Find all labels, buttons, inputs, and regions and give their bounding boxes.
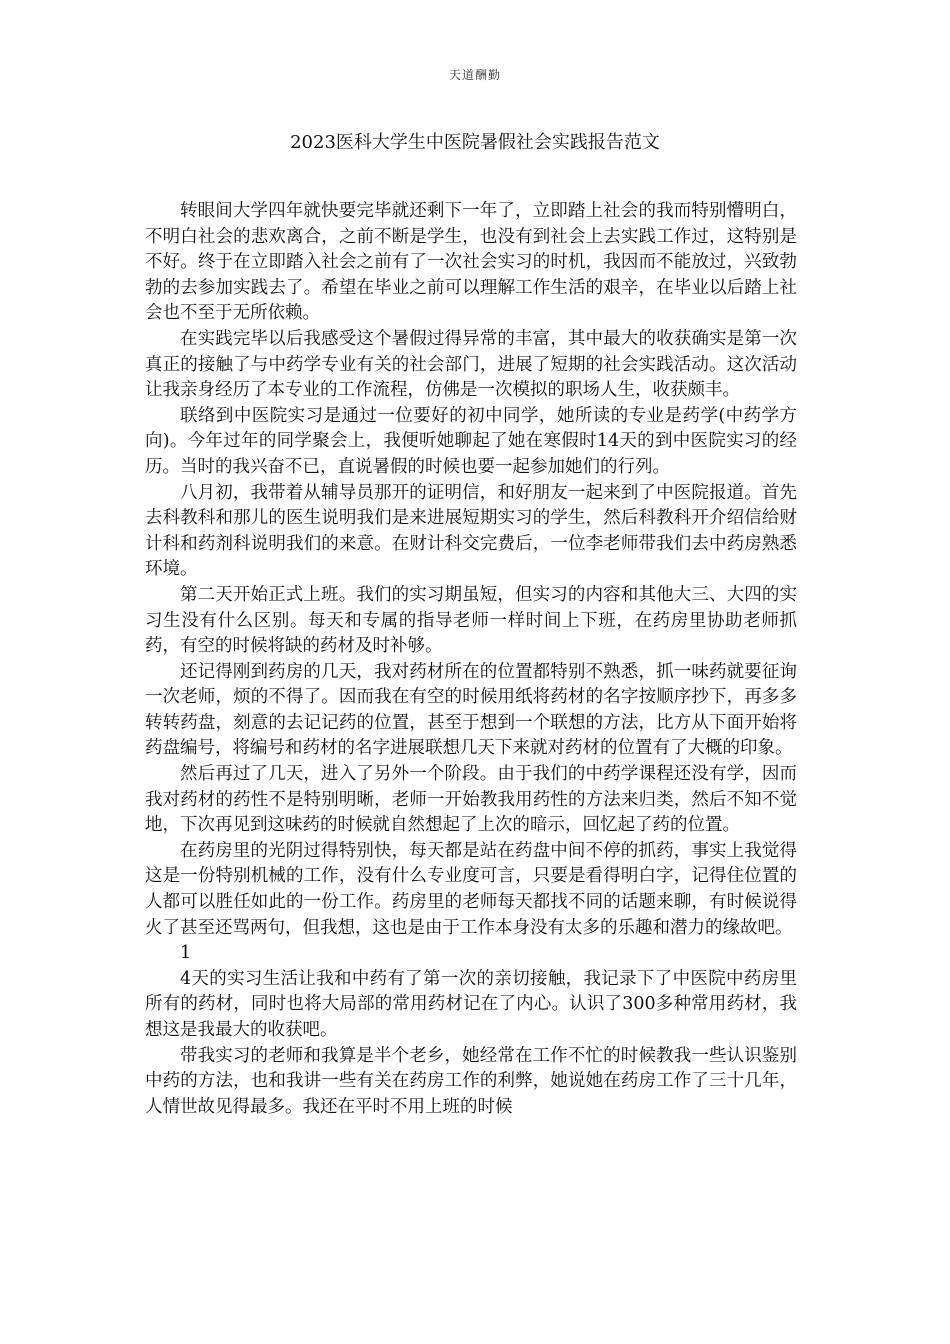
paragraph: 在实践完毕以后我感受这个暑假过得异常的丰富，其中最大的收获确实是第一次真正的接触了与中药学专业有关的社会部门，进展了短期的社会实践活动。这次活动让我亲身经历了本专业的工作流程，仿佛是一次模拟的职场人生，收获颇丰。 <box>145 328 797 401</box>
paragraph: 然后再过了几天，进入了另外一个阶段。由于我们的中药学课程还没有学，因而我对药材的药性不是特别明晰，老师一开始教我用药性的方法来归类，然后不知不觉地，下次再见到这味药的时候就自然想起了上次的暗示，回忆起了药的位置。 <box>145 764 797 836</box>
paragraph: 第二天开始正式上班。我们的实习期虽短，但实习的内容和其他大三、大四的实习生没有什么区别。每天和专属的指导老师一样时间上下班，在药房里协助老师抓药，有空的时候将缺的药材及时补够。 <box>145 584 797 657</box>
paragraph: 转眼间大学四年就快要完毕就还剩下一年了，立即踏上社会的我而特别懵明白，不明白社会的悲欢离合，之前不断是学生，也没有到社会上去实践工作过，这特别是不好。终于在立即踏入社会之前有了一次社会实习的时机，我因而不能放过，兴致勃勃的去参加实践去了。希望在毕业之前可以理解工作生活的艰辛，在毕业以后踏上社会也不至于无所依赖。 <box>145 201 797 324</box>
document-title: 2023医科大学生中医院暑假社会实践报告范文 <box>290 132 660 153</box>
paragraph: 还记得刚到药房的几天，我对药材所在的位置都特别不熟悉，抓一味药就要征询一次老师，烦的不得了。因而我在有空的时候用纸将药材的名字按顺序抄下，再多多转转药盘，刻意的去记记药的位置，甚至于想到一个联想的方法，比方从下面开始将药盘编号，将编号和药材的名字进展联想几天下来就对药材的位置有了大概的印象。 <box>145 661 797 759</box>
paragraph: 4天的实习生活让我和中药有了第一次的亲切接触，我记录下了中医院中药房里所有的药材，同时也将大局部的常用药材记在了内心。认识了300多种常用药材，我想这是我最大的收获吧。 <box>145 968 797 1040</box>
paragraph: 在药房里的光阴过得特别快，每天都是站在药盘中间不停的抓药，事实上我觉得这是一份特别机械的工作，没有什么专业度可言，只要是看得明白字，记得住位置的人都可以胜任如此的一份工作。药房里的老师每天都找不同的话题来聊，有时候说得火了甚至还骂两句，但我想，这也是由于工作本身没有太多的乐趣和潜力的缘故吧。 <box>145 840 797 938</box>
paragraph: 八月初，我带着从辅导员那开的证明信，和好朋友一起来到了中医院报道。首先去科教科和那儿的医生说明我们是来进展短期实习的学生，然后科教科开介绍信给财计科和药剂科说明我们的来意。在财计科交完费后，一位李老师带我们去中药房熟悉环境。 <box>145 482 797 580</box>
page-number-line: 1 <box>180 943 192 964</box>
page-header: 天道酬勤 <box>448 68 501 82</box>
paragraph: 联络到中医院实习是通过一位要好的初中同学，她所读的专业是药学(中药学方向)。今年过年的同学聚会上，我便听她聊起了她在寒假时14天的到中医院实习的经历。当时的我兴奋不已，直说暑假的时候也要一起参加她们的行列。 <box>145 405 797 477</box>
paragraph: 带我实习的老师和我算是半个老乡，她经常在工作不忙的时候教我一些认识鉴别中药的方法，也和我讲一些有关在药房工作的利弊，她说她在药房工作了三十几年，人情世故见得最多。我还在平时不用上班的时候 <box>145 1045 797 1117</box>
document-body <box>145 199 797 1120</box>
